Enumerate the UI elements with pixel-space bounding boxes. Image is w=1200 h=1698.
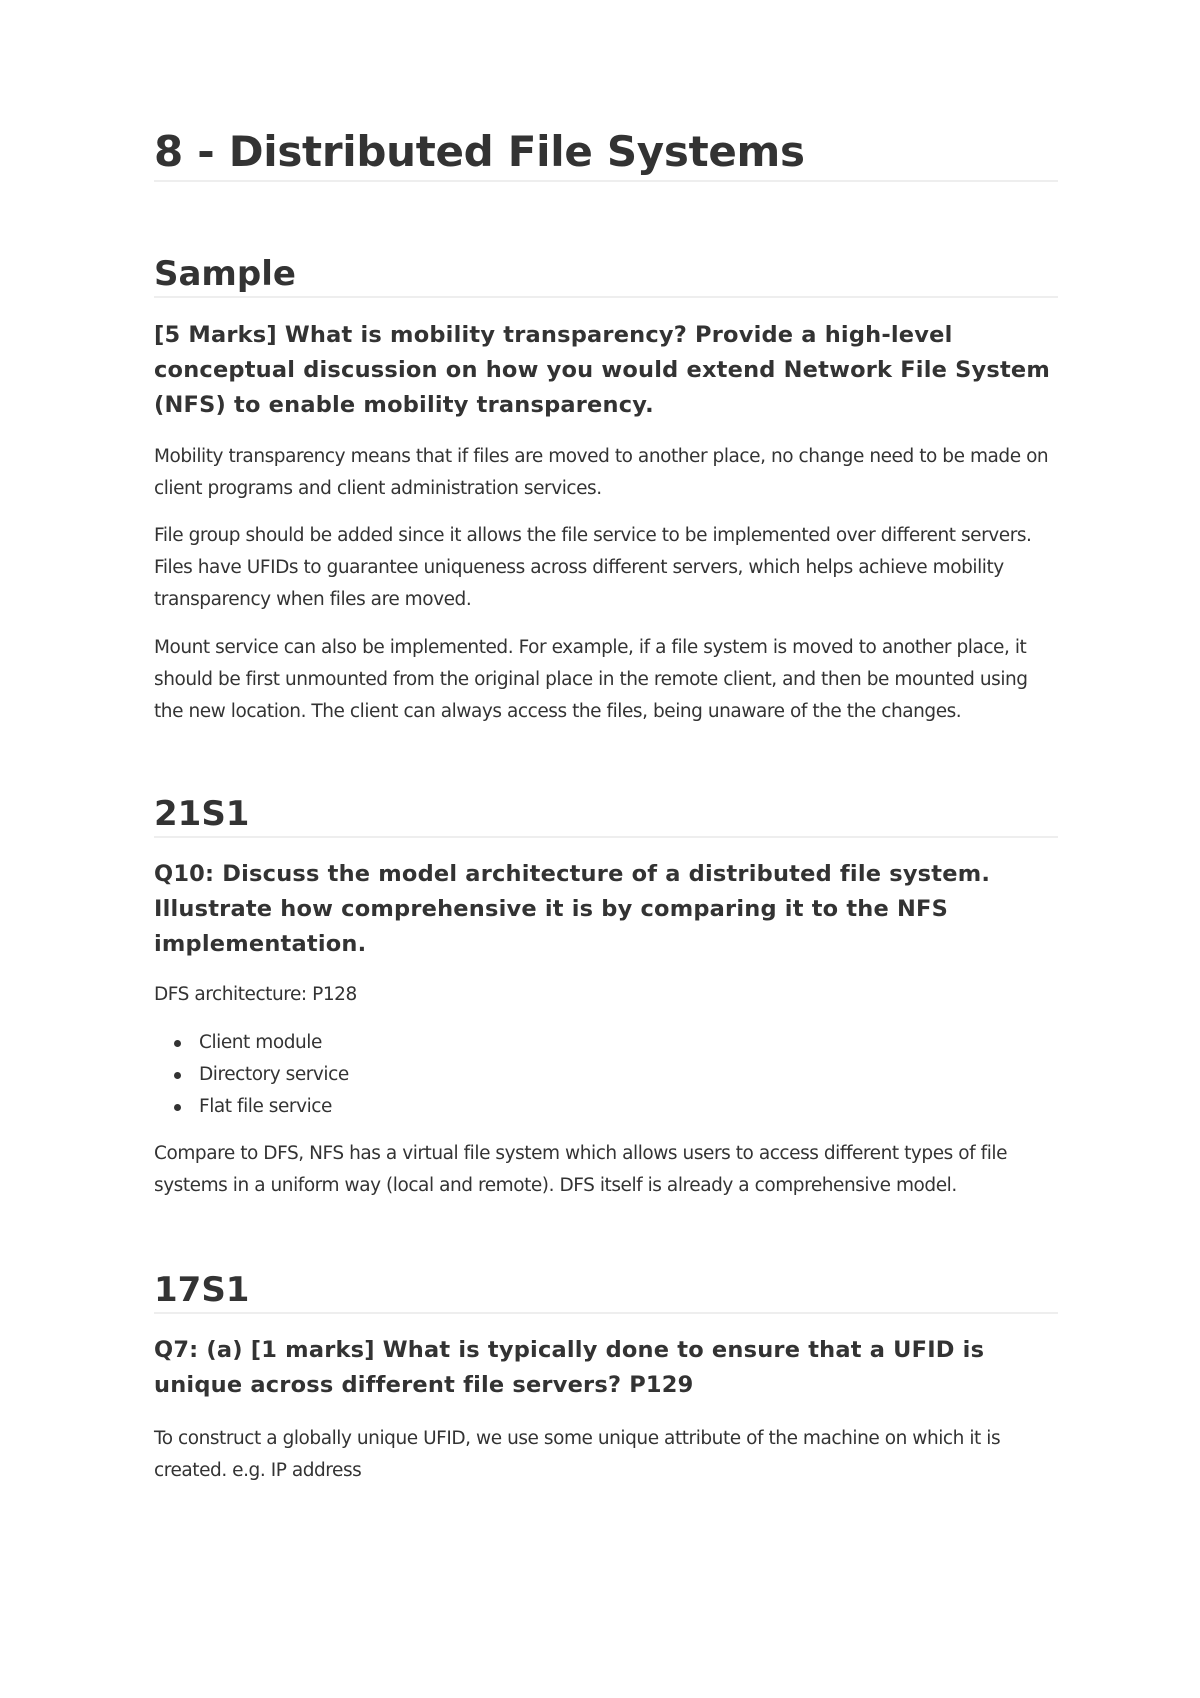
- question-21s1: Q10: Discuss the model architecture of a distributed file system. Illustrate how comprehensive it is by comparing it to the NFS implementation.: [154, 861, 991, 957]
- dfs-architecture-intro: DFS architecture: P128: [154, 984, 357, 1005]
- bullet-icon: [174, 1072, 181, 1079]
- section-heading-sample: Sample: [154, 254, 296, 294]
- section-divider-17s1: [154, 1312, 1058, 1314]
- bullet-icon: [174, 1040, 181, 1047]
- list-item: [154, 1027, 1058, 1059]
- list-item-label: Directory service: [199, 1064, 349, 1085]
- list-item: [154, 1059, 1058, 1091]
- list-item-label: Client module: [199, 1032, 322, 1053]
- answer-paragraph-1: Mobility transparency means that if files are moved to another place, no change need to be made on client programs and client administration services.: [154, 446, 1049, 499]
- ufid-answer-paragraph: To construct a globally unique UFID, we use some unique attribute of the machine on which it is created. e.g. IP address: [154, 1428, 1001, 1481]
- question-17s1: Q7: (a) [1 marks] What is typically done to ensure that a UFID is unique across different file servers? P129: [154, 1337, 985, 1398]
- list-item: [154, 1091, 1058, 1123]
- title-divider: [154, 180, 1058, 182]
- list-item-label: Flat file service: [199, 1096, 332, 1117]
- section-heading-17s1: 17S1: [154, 1270, 250, 1310]
- page-title: 8 - Distributed File Systems: [154, 127, 805, 176]
- nfs-comparison-paragraph: Compare to DFS, NFS has a virtual file system which allows users to access different types of file systems in a uniform way (local and remote). DFS itself is already a comprehensive model.: [154, 1143, 1008, 1196]
- section-heading-21s1: 21S1: [154, 794, 250, 834]
- answer-paragraph-3: Mount service can also be implemented. For example, if a file system is moved to another place, it should be first unmounted from the original place in the remote client, and then be mounted using the new location. The client can always access the files, being unaware of the the changes.: [154, 637, 1028, 722]
- question-sample: [5 Marks] What is mobility transparency? Provide a high-level conceptual discussion on how you would extend Network File System (NFS) to enable mobility transparency.: [154, 322, 1051, 418]
- section-divider-21s1: [154, 836, 1058, 838]
- bullet-icon: [174, 1104, 181, 1111]
- section-divider-sample: [154, 296, 1058, 298]
- dfs-components-list: [154, 1027, 1058, 1123]
- answer-paragraph-2: File group should be added since it allows the file service to be implemented over different servers. Files have UFIDs to guarantee uniqueness across different servers, which helps achieve mobility transparency when files are moved.: [154, 525, 1032, 610]
